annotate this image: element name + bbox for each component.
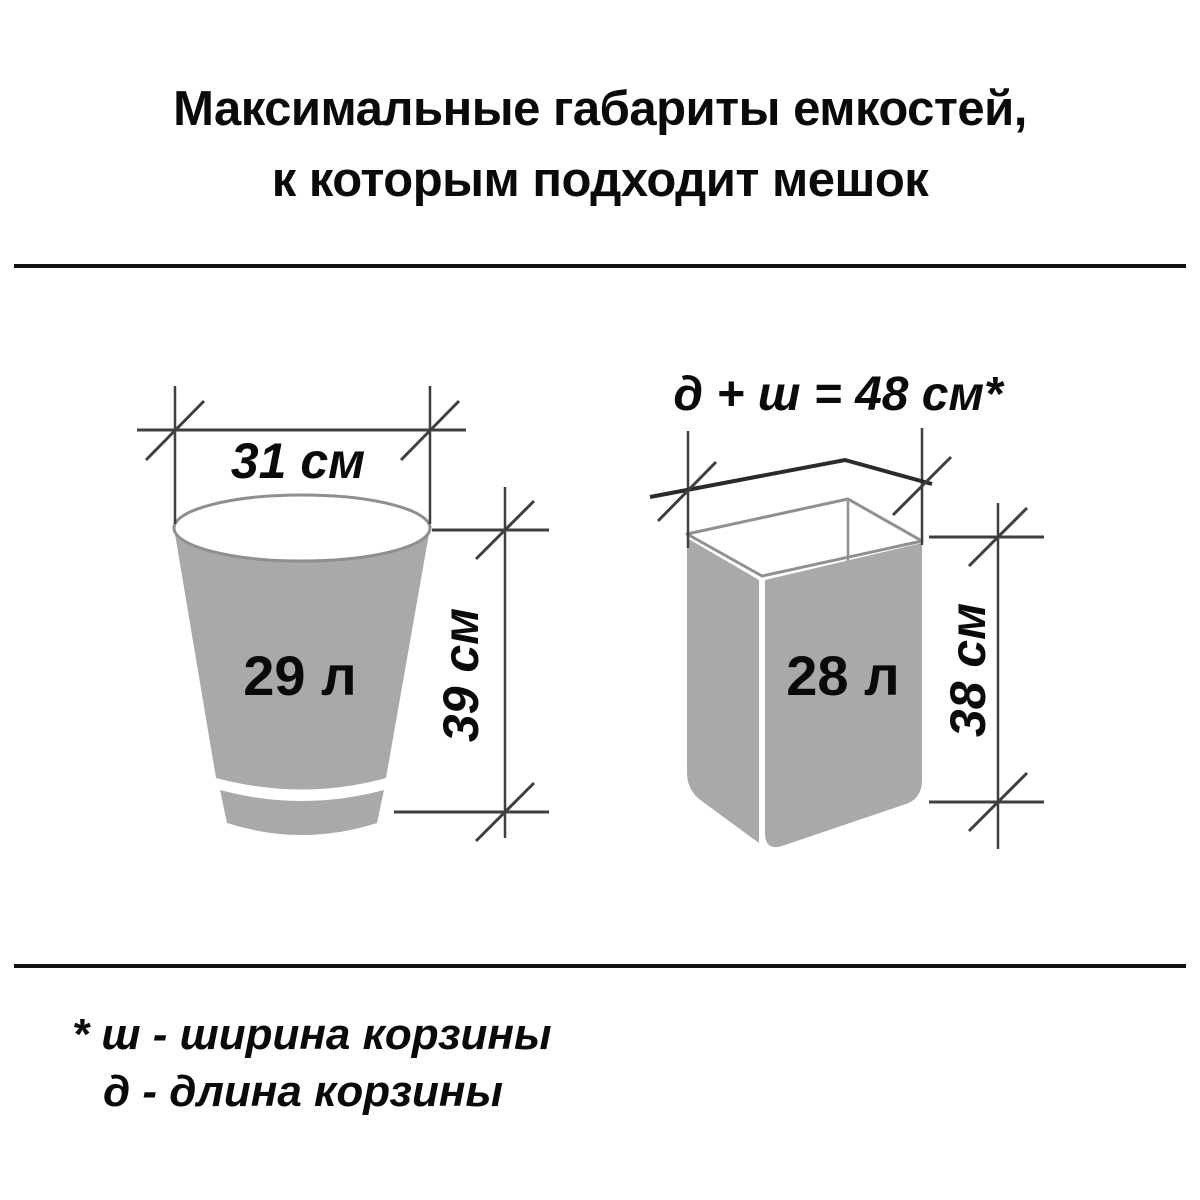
basket-height-label: 38 см bbox=[940, 602, 996, 738]
basket-height-dimension bbox=[929, 503, 1044, 849]
bucket-base bbox=[220, 790, 384, 835]
bucket-volume-label: 29 л bbox=[243, 644, 357, 707]
bucket-width-label: 31 см bbox=[230, 433, 366, 489]
footnote-line-1: * ш - ширина корзины bbox=[72, 1010, 552, 1059]
bucket-rim bbox=[174, 495, 430, 561]
footnote bbox=[72, 1006, 552, 1120]
bottom-divider-line bbox=[14, 964, 1186, 968]
bucket-figure bbox=[174, 495, 430, 835]
title-line-1: Максимальные габариты емкостей, bbox=[173, 82, 1027, 136]
basket-left-face bbox=[687, 538, 759, 843]
basket-figure bbox=[687, 499, 922, 847]
footnote-line-2: д - длина корзины bbox=[103, 1067, 503, 1116]
dimension-line-bent bbox=[650, 460, 932, 497]
bucket-height-label: 39 см bbox=[433, 607, 489, 743]
basket-formula-label: д + ш = 48 см* bbox=[673, 368, 1003, 421]
basket-volume-label: 28 л bbox=[786, 644, 900, 707]
title-line-2: к которым подходит мешок bbox=[271, 153, 929, 207]
